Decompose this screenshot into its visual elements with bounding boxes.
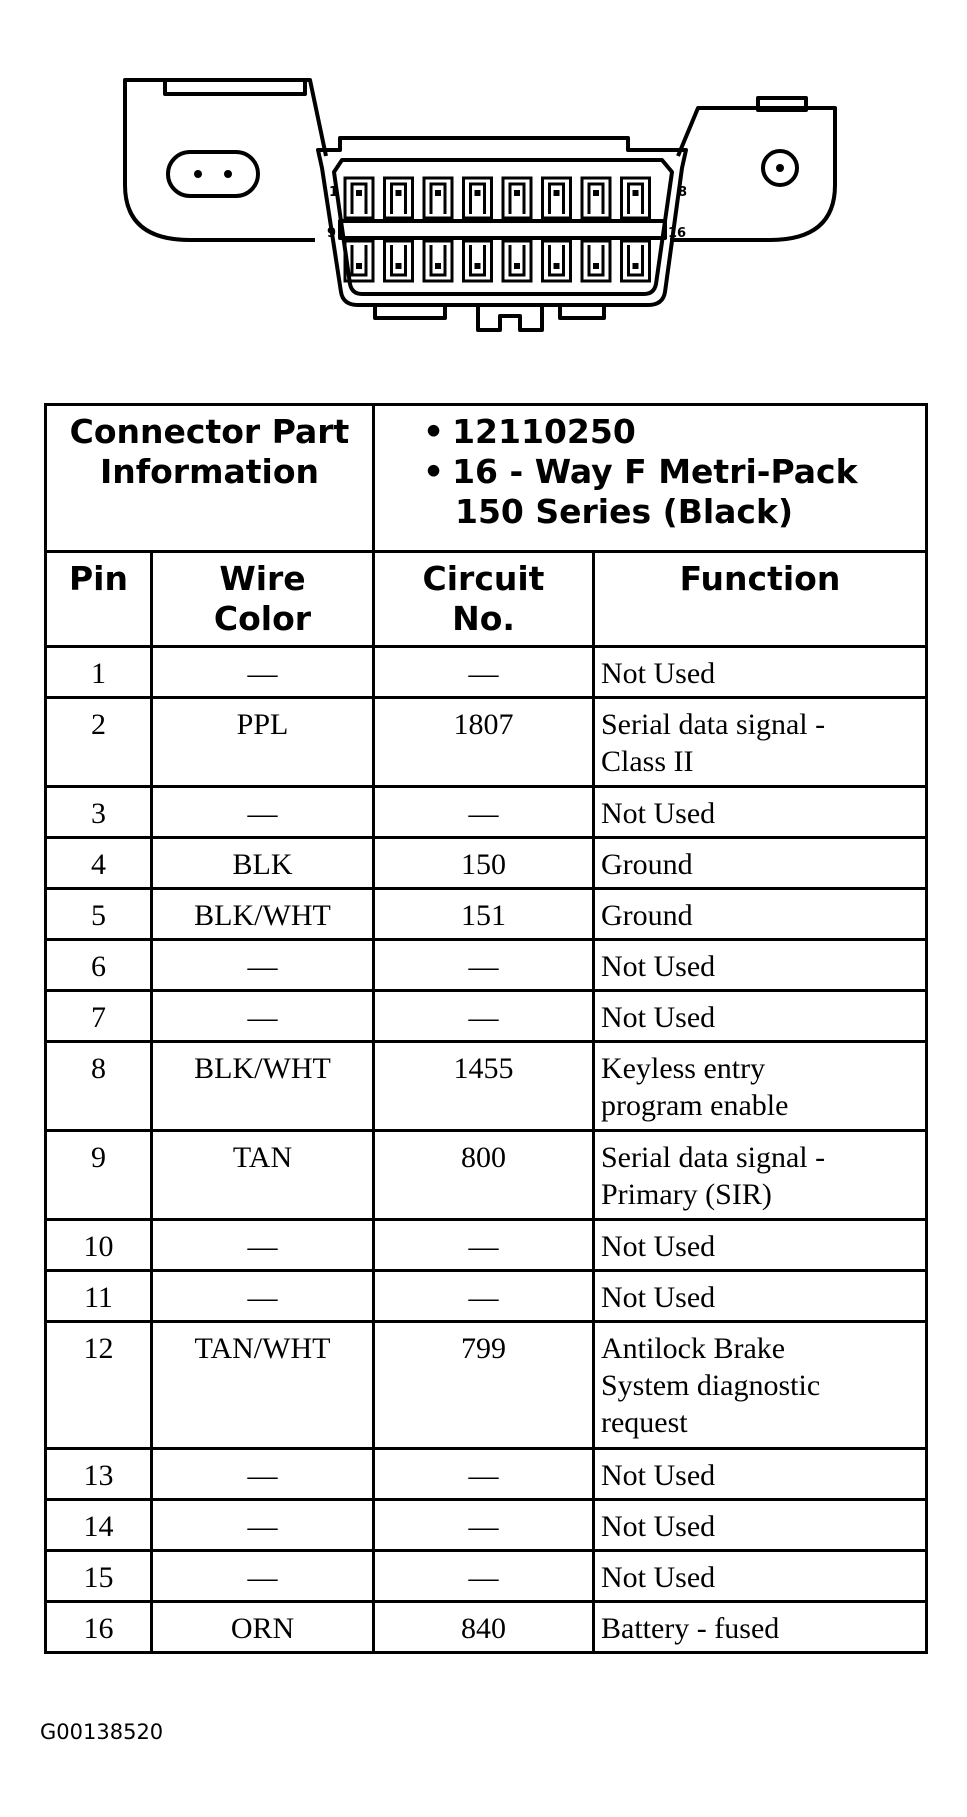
wire-color-cell-text: — bbox=[247, 1510, 278, 1543]
pin-cell-text: 13 bbox=[83, 1459, 114, 1492]
circuit-cell bbox=[374, 1271, 594, 1322]
circuit-cell-text: 799 bbox=[461, 1332, 506, 1365]
pinout-table bbox=[44, 403, 928, 1654]
wire-color-cell-text: BLK bbox=[232, 848, 293, 881]
function-cell bbox=[594, 1271, 927, 1322]
circuit-cell-text: 800 bbox=[461, 1141, 506, 1174]
pin-cell-text: 4 bbox=[91, 848, 106, 881]
pin-terminal bbox=[392, 245, 406, 275]
wire-color-cell bbox=[152, 787, 374, 838]
right-flange bbox=[670, 108, 835, 240]
pin-terminal bbox=[392, 184, 406, 214]
pin-cell bbox=[46, 940, 152, 991]
table-row bbox=[46, 1500, 927, 1551]
function-line: Battery - fused bbox=[601, 1612, 780, 1645]
function-cell bbox=[594, 940, 927, 991]
wire-color-cell bbox=[152, 647, 374, 698]
left-flange-tab bbox=[165, 80, 305, 94]
wire-color-cell bbox=[152, 889, 374, 940]
pin-cell bbox=[46, 698, 152, 787]
pin-terminal bbox=[431, 184, 445, 214]
wire-color-cell-text: PPL bbox=[236, 708, 289, 741]
wire-color-cell bbox=[152, 1220, 374, 1271]
wire-color-cell bbox=[152, 698, 374, 787]
table-row bbox=[46, 1322, 927, 1449]
pin-contact bbox=[633, 190, 639, 196]
pin-contact bbox=[633, 263, 639, 269]
pin-label-8: 8 bbox=[678, 185, 688, 200]
function-cell bbox=[594, 1551, 927, 1602]
wire-color-cell-text: — bbox=[247, 797, 278, 830]
column-header-function bbox=[594, 552, 927, 647]
circuit-cell-text: — bbox=[468, 950, 499, 983]
pin-cell bbox=[46, 1500, 152, 1551]
wire-color-cell bbox=[152, 1500, 374, 1551]
left-slot-dot-2 bbox=[224, 170, 232, 178]
pin-cell-text: 16 bbox=[83, 1612, 114, 1645]
pin-contact bbox=[554, 190, 560, 196]
column-header-circuit bbox=[374, 552, 594, 647]
function-cell bbox=[594, 889, 927, 940]
pin-terminal bbox=[629, 184, 643, 214]
function-line: Antilock Brake bbox=[601, 1332, 786, 1365]
circuit-cell bbox=[374, 647, 594, 698]
function-line: Not Used bbox=[601, 1459, 716, 1492]
column-header-wire-color-line2: Color bbox=[213, 599, 312, 638]
circuit-cell bbox=[374, 940, 594, 991]
pin-cell-text: 10 bbox=[83, 1230, 114, 1263]
wire-color-cell-text: — bbox=[247, 1459, 278, 1492]
circuit-cell bbox=[374, 1602, 594, 1653]
column-header-pin-text: Pin bbox=[69, 559, 128, 598]
pin-contact bbox=[593, 263, 599, 269]
function-cell bbox=[594, 787, 927, 838]
connector-info-label-line2: Information bbox=[100, 452, 319, 491]
pin-cell-text: 2 bbox=[91, 708, 106, 741]
table-row bbox=[46, 991, 927, 1042]
function-cell bbox=[594, 1322, 927, 1449]
function-cell bbox=[594, 1042, 927, 1131]
function-line: System diagnostic bbox=[601, 1369, 821, 1402]
table-row bbox=[46, 940, 927, 991]
function-cell bbox=[594, 1449, 927, 1500]
circuit-cell bbox=[374, 1131, 594, 1220]
pin-cell bbox=[46, 1322, 152, 1449]
wire-color-cell-text: — bbox=[247, 1230, 278, 1263]
pin-cell-text: 12 bbox=[83, 1332, 114, 1365]
pin-cell-text: 11 bbox=[84, 1281, 113, 1314]
function-line: Not Used bbox=[601, 797, 716, 830]
wire-color-cell bbox=[152, 991, 374, 1042]
pin-contact bbox=[475, 263, 481, 269]
pin-contact bbox=[475, 190, 481, 196]
function-line: Not Used bbox=[601, 1561, 716, 1594]
function-cell bbox=[594, 1602, 927, 1653]
connector-diagram bbox=[0, 0, 967, 360]
wire-color-cell bbox=[152, 1042, 374, 1131]
pin-cell bbox=[46, 991, 152, 1042]
circuit-cell bbox=[374, 1500, 594, 1551]
table-row bbox=[46, 1220, 927, 1271]
pin-cell bbox=[46, 1042, 152, 1131]
table-row bbox=[46, 1551, 927, 1602]
wire-color-cell-text: — bbox=[247, 657, 278, 690]
function-line: program enable bbox=[601, 1089, 789, 1122]
left-slot-dot-1 bbox=[194, 170, 202, 178]
function-line: Not Used bbox=[601, 657, 716, 690]
pin-cell-text: 15 bbox=[83, 1561, 114, 1594]
table-row bbox=[46, 889, 927, 940]
table-row bbox=[46, 698, 927, 787]
circuit-cell bbox=[374, 787, 594, 838]
function-cell bbox=[594, 698, 927, 787]
circuit-cell bbox=[374, 1220, 594, 1271]
pin-contact bbox=[396, 263, 402, 269]
table-row bbox=[46, 787, 927, 838]
wire-color-cell bbox=[152, 1551, 374, 1602]
pin-contact bbox=[435, 263, 441, 269]
part-number: • 12110250 bbox=[423, 412, 925, 452]
connector-info-value bbox=[374, 405, 927, 552]
pin-contact bbox=[514, 190, 520, 196]
pin-cell bbox=[46, 647, 152, 698]
function-line: Class II bbox=[601, 745, 694, 778]
pin-terminal bbox=[352, 184, 366, 214]
wire-color-cell bbox=[152, 1271, 374, 1322]
function-line: Ground bbox=[601, 899, 693, 932]
wire-color-cell-text: — bbox=[247, 1281, 278, 1314]
circuit-cell bbox=[374, 1322, 594, 1449]
function-cell bbox=[594, 647, 927, 698]
pin-cell bbox=[46, 1449, 152, 1500]
function-line: Not Used bbox=[601, 1230, 716, 1263]
right-flange-tab bbox=[758, 98, 806, 110]
pin-contact bbox=[593, 190, 599, 196]
pin-cell bbox=[46, 838, 152, 889]
column-header-circuit-line1: Circuit bbox=[422, 559, 545, 598]
circuit-cell-text: — bbox=[468, 1001, 499, 1034]
pin-terminal bbox=[352, 245, 366, 275]
circuit-cell-text: — bbox=[468, 657, 499, 690]
circuit-cell-text: — bbox=[468, 1230, 499, 1263]
pin-contact bbox=[356, 263, 362, 269]
right-hole-dot bbox=[776, 164, 784, 172]
pin-cell-text: 9 bbox=[91, 1141, 106, 1174]
circuit-cell bbox=[374, 698, 594, 787]
pin-label-16: 16 bbox=[668, 226, 687, 241]
circuit-cell-text: 1807 bbox=[453, 708, 514, 741]
pin-cell bbox=[46, 1551, 152, 1602]
wire-color-cell-text: — bbox=[247, 950, 278, 983]
wire-color-cell bbox=[152, 1602, 374, 1653]
circuit-cell bbox=[374, 1042, 594, 1131]
pin-cell bbox=[46, 787, 152, 838]
wire-color-cell-text: BLK/WHT bbox=[194, 899, 331, 932]
circuit-cell-text: 840 bbox=[461, 1612, 506, 1645]
pin-contact bbox=[514, 263, 520, 269]
function-line: Not Used bbox=[601, 1281, 716, 1314]
pin-cell bbox=[46, 1602, 152, 1653]
table-row bbox=[46, 647, 927, 698]
wire-color-cell-text: ORN bbox=[230, 1612, 295, 1645]
column-header-function-text: Function bbox=[679, 559, 841, 598]
circuit-cell-text: — bbox=[468, 1510, 499, 1543]
table-row bbox=[46, 1602, 927, 1653]
pin-cell-text: 6 bbox=[91, 950, 106, 983]
left-mount-slot bbox=[168, 152, 258, 196]
pin-cavities bbox=[345, 178, 650, 281]
connector-description-line1: • 16 - Way F Metri-Pack bbox=[423, 452, 925, 492]
wire-color-cell-text: TAN/WHT bbox=[194, 1332, 331, 1365]
wire-color-cell bbox=[152, 1449, 374, 1500]
table-row bbox=[46, 1131, 927, 1220]
left-flange bbox=[125, 80, 326, 240]
table-row bbox=[46, 1271, 927, 1322]
column-header-pin bbox=[46, 552, 152, 647]
pin-cell bbox=[46, 889, 152, 940]
circuit-cell bbox=[374, 991, 594, 1042]
pin-terminal bbox=[629, 245, 643, 275]
function-line: Keyless entry bbox=[601, 1052, 766, 1085]
column-header-wire-color-line1: Wire bbox=[219, 559, 306, 598]
pin-contact bbox=[435, 190, 441, 196]
circuit-cell-text: — bbox=[468, 1561, 499, 1594]
wire-color-cell bbox=[152, 1322, 374, 1449]
bottom-key bbox=[478, 305, 542, 330]
circuit-cell bbox=[374, 838, 594, 889]
function-line: Not Used bbox=[601, 950, 716, 983]
pin-terminal bbox=[550, 184, 564, 214]
pin-cell bbox=[46, 1271, 152, 1322]
circuit-cell-text: 151 bbox=[461, 899, 506, 932]
circuit-cell-text: — bbox=[468, 1281, 499, 1314]
function-cell bbox=[594, 991, 927, 1042]
pin-terminal bbox=[589, 245, 603, 275]
table-row bbox=[46, 1042, 927, 1131]
pin-cell-text: 8 bbox=[91, 1052, 106, 1085]
pin-terminal bbox=[510, 184, 524, 214]
function-cell bbox=[594, 838, 927, 889]
pin-contact bbox=[396, 190, 402, 196]
function-line: Not Used bbox=[601, 1001, 716, 1034]
wire-color-cell-text: — bbox=[247, 1001, 278, 1034]
wire-color-cell bbox=[152, 940, 374, 991]
function-line: Ground bbox=[601, 848, 693, 881]
table-row bbox=[46, 838, 927, 889]
pin-cell bbox=[46, 1220, 152, 1271]
function-line: Not Used bbox=[601, 1510, 716, 1543]
pin-terminal bbox=[550, 245, 564, 275]
function-cell bbox=[594, 1220, 927, 1271]
circuit-cell-text: 1455 bbox=[453, 1052, 514, 1085]
wire-color-cell bbox=[152, 838, 374, 889]
connector-info-label bbox=[46, 405, 374, 552]
function-cell bbox=[594, 1500, 927, 1551]
circuit-cell-text: 150 bbox=[461, 848, 506, 881]
circuit-cell bbox=[374, 1551, 594, 1602]
table-row bbox=[46, 1449, 927, 1500]
connector-description-line2: 150 Series (Black) bbox=[455, 492, 794, 531]
circuit-cell-text: — bbox=[468, 797, 499, 830]
function-line: request bbox=[601, 1406, 688, 1439]
function-line: Serial data signal - bbox=[601, 708, 826, 741]
pin-contact bbox=[554, 263, 560, 269]
circuit-cell-text: — bbox=[468, 1459, 499, 1492]
wire-color-cell bbox=[152, 1131, 374, 1220]
connector-info-label-line1: Connector Part bbox=[69, 412, 350, 451]
pin-cell-text: 7 bbox=[91, 1001, 106, 1034]
wire-color-cell-text: BLK/WHT bbox=[194, 1052, 331, 1085]
pin-terminal bbox=[510, 245, 524, 275]
pin-terminal bbox=[589, 184, 603, 214]
pin-label-1: 1 bbox=[329, 185, 339, 200]
center-key bbox=[340, 221, 665, 238]
column-header-wire-color bbox=[152, 552, 374, 647]
circuit-cell bbox=[374, 889, 594, 940]
wire-color-cell-text: — bbox=[247, 1561, 278, 1594]
pin-terminal bbox=[431, 245, 445, 275]
pin-terminal bbox=[471, 245, 485, 275]
pin-cell bbox=[46, 1131, 152, 1220]
pin-cell-text: 14 bbox=[83, 1510, 114, 1543]
pin-terminal bbox=[471, 184, 485, 214]
figure-id: G00138520 bbox=[40, 1720, 164, 1744]
function-line: Serial data signal - bbox=[601, 1141, 826, 1174]
pin-cell-text: 5 bbox=[91, 899, 106, 932]
function-line: Primary (SIR) bbox=[601, 1178, 772, 1211]
function-cell bbox=[594, 1131, 927, 1220]
wire-color-cell-text: TAN bbox=[232, 1141, 293, 1174]
pin-label-9: 9 bbox=[327, 226, 337, 241]
pin-cell-text: 1 bbox=[91, 657, 106, 690]
pin-contact bbox=[356, 190, 362, 196]
column-header-circuit-line2: No. bbox=[452, 599, 515, 638]
circuit-cell bbox=[374, 1449, 594, 1500]
pin-cell-text: 3 bbox=[91, 797, 106, 830]
